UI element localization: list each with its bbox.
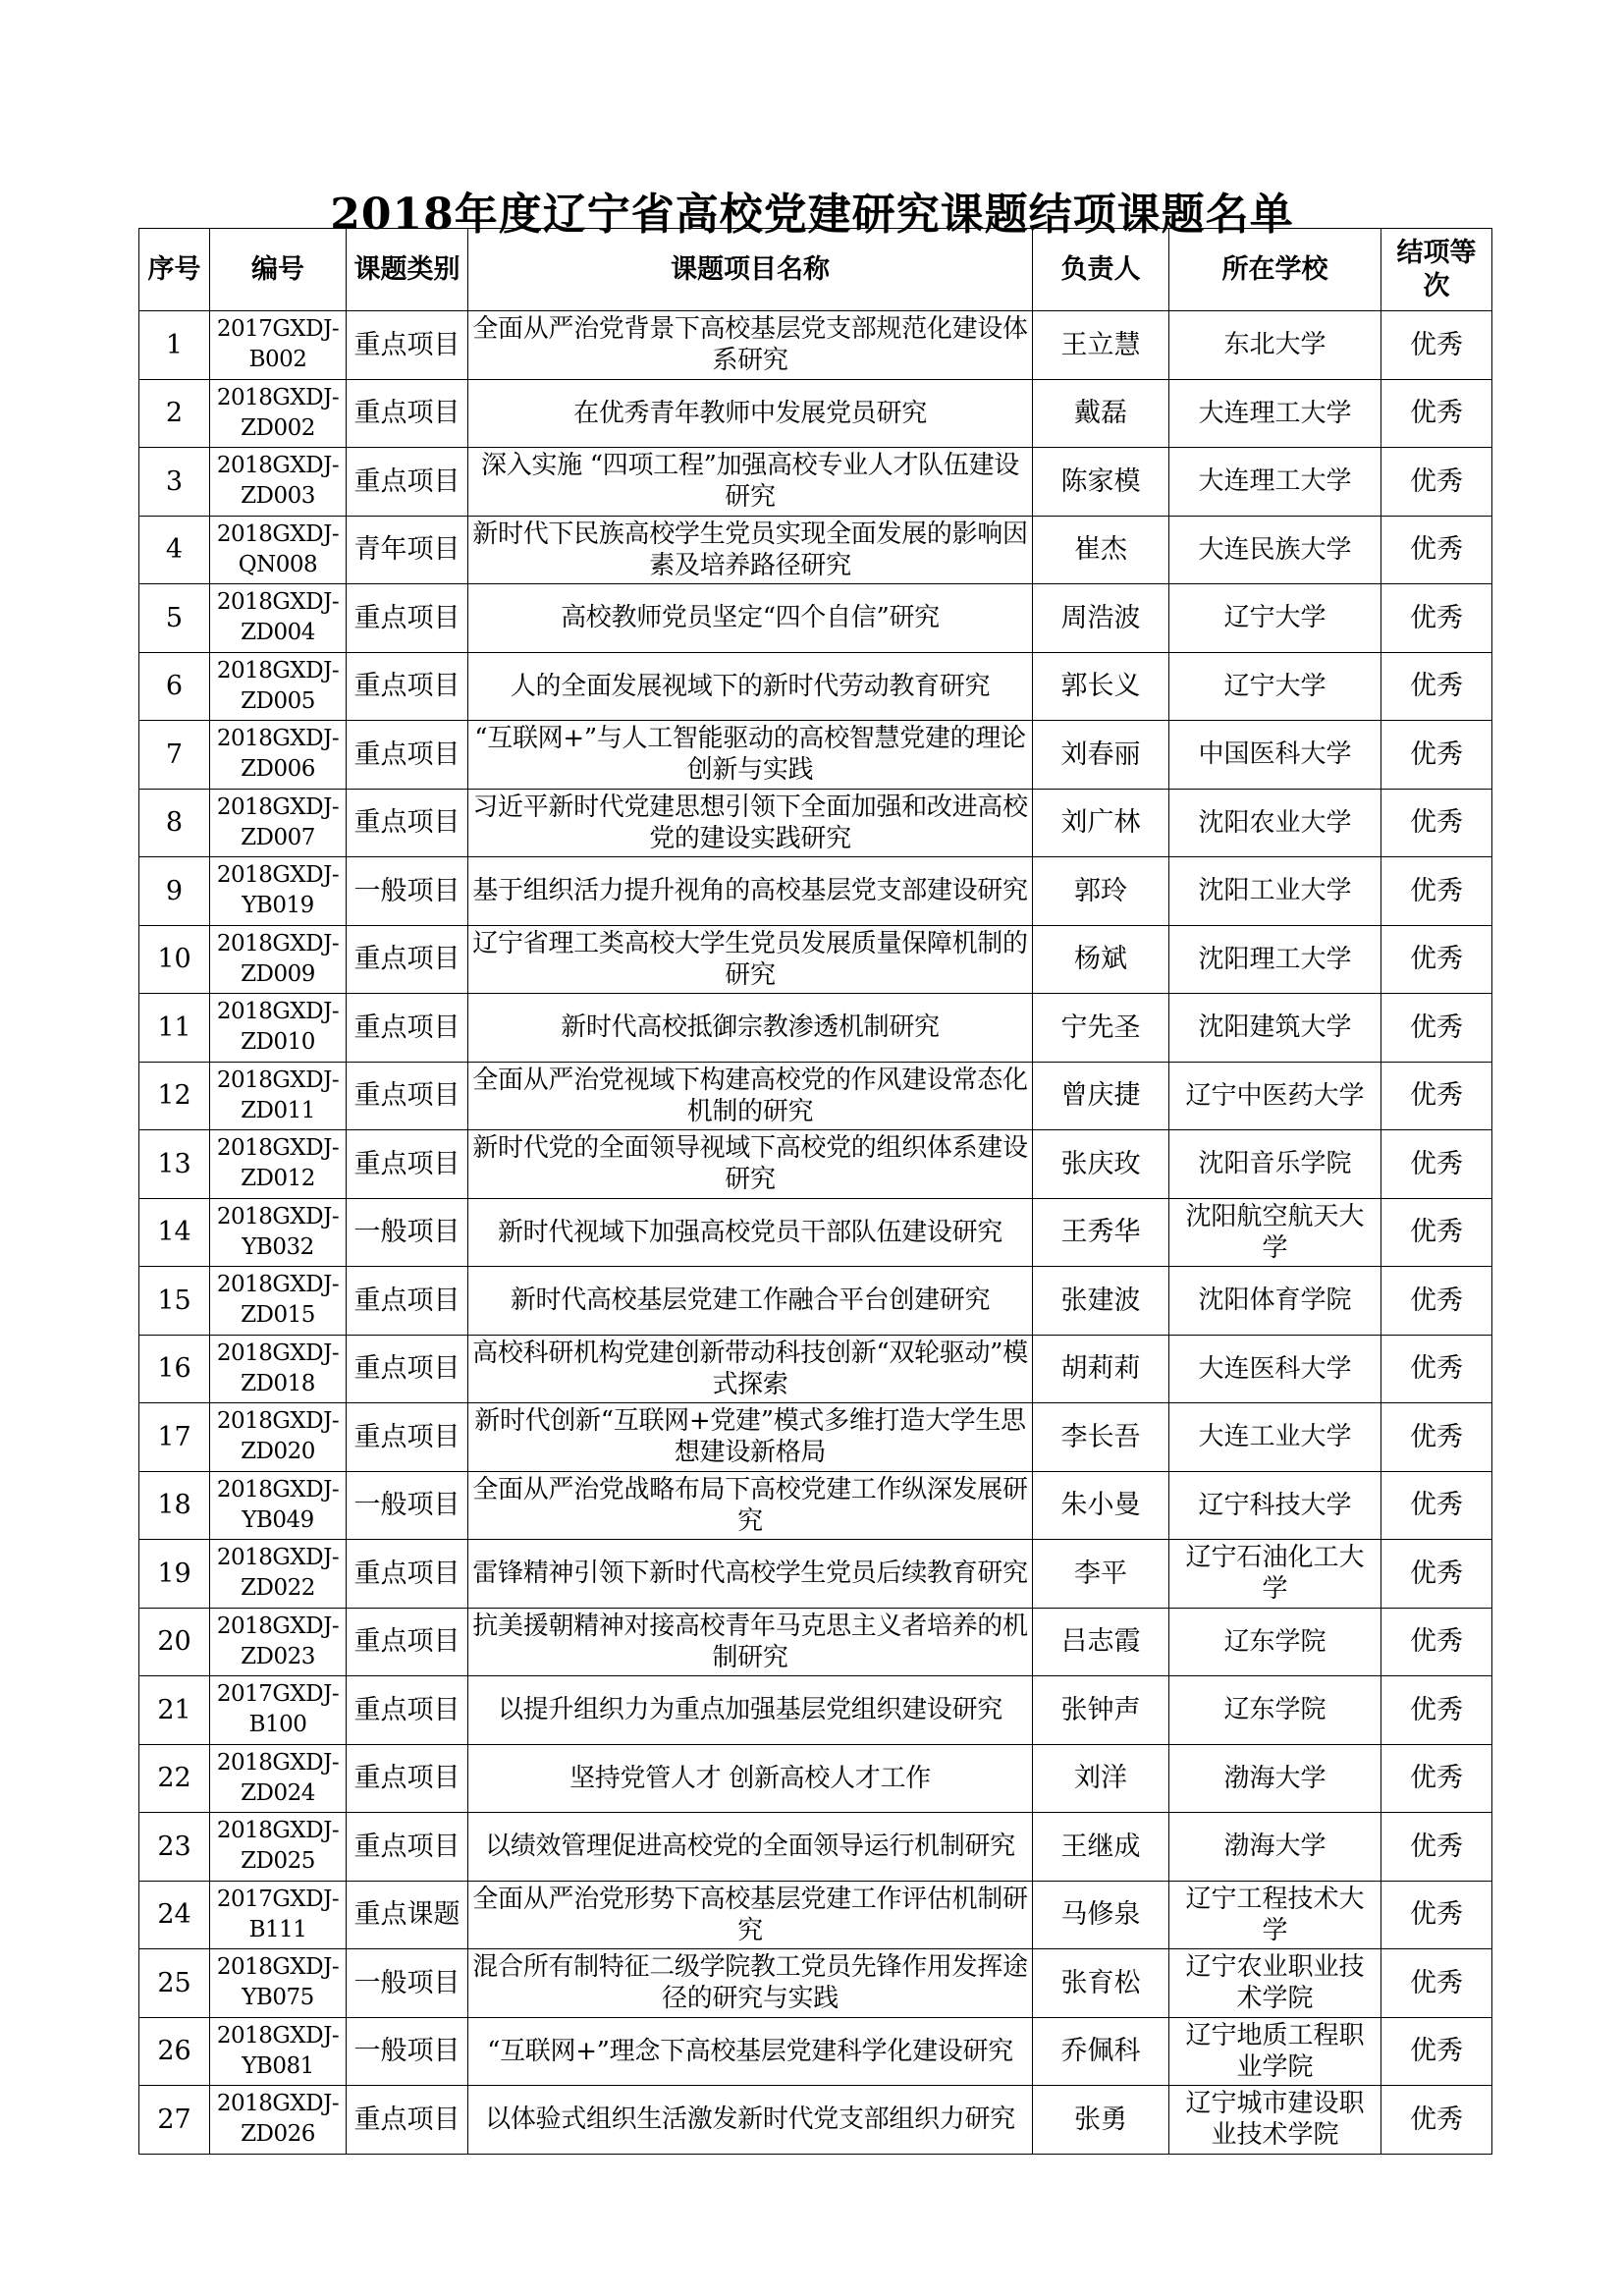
cell-category: 重点项目 xyxy=(347,1608,468,1676)
cell-leader: 刘洋 xyxy=(1033,1744,1169,1813)
cell-grade: 优秀 xyxy=(1381,2086,1492,2155)
cell-seq: 15 xyxy=(139,1267,210,1336)
table-header-row xyxy=(139,229,1492,311)
cell-grade: 优秀 xyxy=(1381,1471,1492,1540)
cell-grade: 优秀 xyxy=(1381,1540,1492,1609)
cell-project-name: 基于组织活力提升视角的高校基层党支部建设研究 xyxy=(468,857,1033,926)
cell-code: 2017GXDJ-B002 xyxy=(210,311,347,380)
cell-school: 沈阳农业大学 xyxy=(1169,789,1381,857)
cell-seq: 4 xyxy=(139,516,210,584)
cell-project-name: “互联网+”理念下高校基层党建科学化建设研究 xyxy=(468,2017,1033,2086)
cell-code: 2018GXDJ-ZD023 xyxy=(210,1608,347,1676)
cell-grade: 优秀 xyxy=(1381,1335,1492,1403)
cell-school: 辽宁地质工程职业学院 xyxy=(1169,2017,1381,2086)
cell-project-name: 混合所有制特征二级学院教工党员先锋作用发挥途径的研究与实践 xyxy=(468,1949,1033,2018)
cell-grade: 优秀 xyxy=(1381,1744,1492,1813)
cell-grade: 优秀 xyxy=(1381,2017,1492,2086)
cell-leader: 张育松 xyxy=(1033,1949,1169,2018)
cell-leader: 李平 xyxy=(1033,1540,1169,1609)
cell-seq: 6 xyxy=(139,652,210,721)
cell-category: 重点项目 xyxy=(347,1130,468,1199)
cell-project-name: 在优秀青年教师中发展党员研究 xyxy=(468,379,1033,448)
cell-school: 大连民族大学 xyxy=(1169,516,1381,584)
table-row xyxy=(139,1744,1492,1813)
cell-leader: 陈家模 xyxy=(1033,448,1169,517)
table-body xyxy=(139,311,1492,2155)
cell-seq: 5 xyxy=(139,584,210,653)
project-table xyxy=(138,228,1492,2155)
cell-code: 2018GXDJ-ZD018 xyxy=(210,1335,347,1403)
cell-project-name: 新时代高校基层党建工作融合平台创建研究 xyxy=(468,1267,1033,1336)
cell-leader: 戴磊 xyxy=(1033,379,1169,448)
cell-grade: 优秀 xyxy=(1381,1881,1492,1949)
cell-grade: 优秀 xyxy=(1381,379,1492,448)
cell-seq: 9 xyxy=(139,857,210,926)
cell-seq: 18 xyxy=(139,1471,210,1540)
cell-code: 2018GXDJ-YB075 xyxy=(210,1949,347,2018)
cell-code: 2018GXDJ-ZD002 xyxy=(210,379,347,448)
cell-seq: 24 xyxy=(139,1881,210,1949)
cell-code: 2018GXDJ-ZD020 xyxy=(210,1403,347,1472)
cell-grade: 优秀 xyxy=(1381,448,1492,517)
table-row xyxy=(139,448,1492,517)
cell-seq: 22 xyxy=(139,1744,210,1813)
cell-leader: 郭玲 xyxy=(1033,857,1169,926)
cell-category: 重点项目 xyxy=(347,379,468,448)
cell-code: 2018GXDJ-ZD015 xyxy=(210,1267,347,1336)
cell-school: 沈阳理工大学 xyxy=(1169,925,1381,994)
cell-leader: 胡莉莉 xyxy=(1033,1335,1169,1403)
cell-seq: 11 xyxy=(139,994,210,1063)
table-row xyxy=(139,1062,1492,1130)
cell-category: 重点项目 xyxy=(347,1267,468,1336)
cell-project-name: 以绩效管理促进高校党的全面领导运行机制研究 xyxy=(468,1813,1033,1882)
table-row xyxy=(139,2017,1492,2086)
cell-category: 重点项目 xyxy=(347,925,468,994)
cell-seq: 13 xyxy=(139,1130,210,1199)
cell-category: 重点项目 xyxy=(347,1813,468,1882)
table-row xyxy=(139,994,1492,1063)
cell-school: 渤海大学 xyxy=(1169,1813,1381,1882)
cell-code: 2018GXDJ-ZD026 xyxy=(210,2086,347,2155)
cell-leader: 马修泉 xyxy=(1033,1881,1169,1949)
cell-grade: 优秀 xyxy=(1381,1130,1492,1199)
header-seq: 序号 xyxy=(139,229,210,311)
cell-project-name: 全面从严治党视域下构建高校党的作风建设常态化机制的研究 xyxy=(468,1062,1033,1130)
cell-project-name: 新时代高校抵御宗教渗透机制研究 xyxy=(468,994,1033,1063)
cell-leader: 李长吾 xyxy=(1033,1403,1169,1472)
header-code: 编号 xyxy=(210,229,347,311)
cell-code: 2018GXDJ-ZD022 xyxy=(210,1540,347,1609)
cell-leader: 张勇 xyxy=(1033,2086,1169,2155)
cell-seq: 20 xyxy=(139,1608,210,1676)
page-title: 2018年度辽宁省高校党建研究课题结项课题名单 xyxy=(330,190,1294,241)
cell-category: 一般项目 xyxy=(347,1198,468,1267)
cell-school: 辽宁科技大学 xyxy=(1169,1471,1381,1540)
cell-school: 辽宁农业职业技术学院 xyxy=(1169,1949,1381,2018)
table-row xyxy=(139,857,1492,926)
cell-code: 2018GXDJ-YB081 xyxy=(210,2017,347,2086)
cell-grade: 优秀 xyxy=(1381,857,1492,926)
cell-category: 重点项目 xyxy=(347,584,468,653)
cell-category: 重点项目 xyxy=(347,789,468,857)
table-row xyxy=(139,2086,1492,2155)
table-row xyxy=(139,1540,1492,1609)
cell-grade: 优秀 xyxy=(1381,1676,1492,1745)
cell-school: 沈阳音乐学院 xyxy=(1169,1130,1381,1199)
cell-seq: 16 xyxy=(139,1335,210,1403)
cell-category: 重点项目 xyxy=(347,1676,468,1745)
cell-leader: 吕志霞 xyxy=(1033,1608,1169,1676)
table-row xyxy=(139,516,1492,584)
cell-category: 重点课题 xyxy=(347,1881,468,1949)
cell-category: 重点项目 xyxy=(347,1540,468,1609)
cell-project-name: 新时代视域下加强高校党员干部队伍建设研究 xyxy=(468,1198,1033,1267)
cell-school: 沈阳航空航天大学 xyxy=(1169,1198,1381,1267)
cell-code: 2018GXDJ-YB019 xyxy=(210,857,347,926)
cell-code: 2018GXDJ-QN008 xyxy=(210,516,347,584)
cell-category: 重点项目 xyxy=(347,1403,468,1472)
cell-grade: 优秀 xyxy=(1381,1949,1492,2018)
cell-school: 辽宁大学 xyxy=(1169,584,1381,653)
cell-project-name: 全面从严治党形势下高校基层党建工作评估机制研究 xyxy=(468,1881,1033,1949)
cell-project-name: 雷锋精神引领下新时代高校学生党员后续教育研究 xyxy=(468,1540,1033,1609)
table-row xyxy=(139,584,1492,653)
cell-leader: 刘广林 xyxy=(1033,789,1169,857)
cell-category: 重点项目 xyxy=(347,1744,468,1813)
cell-school: 辽宁石油化工大学 xyxy=(1169,1540,1381,1609)
cell-category: 重点项目 xyxy=(347,721,468,790)
cell-project-name: 新时代党的全面领导视域下高校党的组织体系建设研究 xyxy=(468,1130,1033,1199)
cell-school: 大连医科大学 xyxy=(1169,1335,1381,1403)
cell-seq: 14 xyxy=(139,1198,210,1267)
cell-category: 青年项目 xyxy=(347,516,468,584)
cell-category: 重点项目 xyxy=(347,1335,468,1403)
cell-school: 沈阳建筑大学 xyxy=(1169,994,1381,1063)
cell-leader: 乔佩科 xyxy=(1033,2017,1169,2086)
cell-project-name: “互联网+”与人工智能驱动的高校智慧党建的理论创新与实践 xyxy=(468,721,1033,790)
table-row xyxy=(139,1198,1492,1267)
header-project-name: 课题项目名称 xyxy=(468,229,1033,311)
cell-grade: 优秀 xyxy=(1381,516,1492,584)
cell-project-name: 全面从严治党战略布局下高校党建工作纵深发展研究 xyxy=(468,1471,1033,1540)
cell-grade: 优秀 xyxy=(1381,1198,1492,1267)
table-row xyxy=(139,1608,1492,1676)
cell-category: 重点项目 xyxy=(347,448,468,517)
cell-leader: 张钟声 xyxy=(1033,1676,1169,1745)
cell-project-name: 坚持党管人才 创新高校人才工作 xyxy=(468,1744,1033,1813)
cell-grade: 优秀 xyxy=(1381,652,1492,721)
cell-seq: 8 xyxy=(139,789,210,857)
cell-project-name: 高校教师党员坚定“四个自信”研究 xyxy=(468,584,1033,653)
table-row xyxy=(139,925,1492,994)
cell-category: 一般项目 xyxy=(347,1471,468,1540)
table-row xyxy=(139,1881,1492,1949)
cell-code: 2018GXDJ-ZD005 xyxy=(210,652,347,721)
cell-leader: 张建波 xyxy=(1033,1267,1169,1336)
cell-project-name: 全面从严治党背景下高校基层党支部规范化建设体系研究 xyxy=(468,311,1033,380)
cell-project-name: 辽宁省理工类高校大学生党员发展质量保障机制的研究 xyxy=(468,925,1033,994)
cell-project-name: 新时代下民族高校学生党员实现全面发展的影响因素及培养路径研究 xyxy=(468,516,1033,584)
cell-grade: 优秀 xyxy=(1381,721,1492,790)
cell-project-name: 以提升组织力为重点加强基层党组织建设研究 xyxy=(468,1676,1033,1745)
table-row xyxy=(139,789,1492,857)
cell-code: 2018GXDJ-ZD025 xyxy=(210,1813,347,1882)
cell-leader: 刘春丽 xyxy=(1033,721,1169,790)
cell-leader: 王继成 xyxy=(1033,1813,1169,1882)
cell-code: 2018GXDJ-ZD010 xyxy=(210,994,347,1063)
cell-school: 沈阳体育学院 xyxy=(1169,1267,1381,1336)
cell-school: 东北大学 xyxy=(1169,311,1381,380)
cell-grade: 优秀 xyxy=(1381,1608,1492,1676)
cell-project-name: 习近平新时代党建思想引领下全面加强和改进高校党的建设实践研究 xyxy=(468,789,1033,857)
cell-code: 2018GXDJ-YB032 xyxy=(210,1198,347,1267)
cell-project-name: 人的全面发展视域下的新时代劳动教育研究 xyxy=(468,652,1033,721)
table-row xyxy=(139,1676,1492,1745)
table-row xyxy=(139,1471,1492,1540)
cell-leader: 崔杰 xyxy=(1033,516,1169,584)
cell-leader: 杨斌 xyxy=(1033,925,1169,994)
cell-school: 辽宁大学 xyxy=(1169,652,1381,721)
cell-school: 渤海大学 xyxy=(1169,1744,1381,1813)
cell-leader: 朱小曼 xyxy=(1033,1471,1169,1540)
cell-category: 重点项目 xyxy=(347,652,468,721)
cell-grade: 优秀 xyxy=(1381,311,1492,380)
cell-leader: 王立慧 xyxy=(1033,311,1169,380)
cell-project-name: 以体验式组织生活激发新时代党支部组织力研究 xyxy=(468,2086,1033,2155)
cell-leader: 郭长义 xyxy=(1033,652,1169,721)
cell-seq: 7 xyxy=(139,721,210,790)
cell-seq: 26 xyxy=(139,2017,210,2086)
cell-seq: 21 xyxy=(139,1676,210,1745)
cell-seq: 17 xyxy=(139,1403,210,1472)
header-category: 课题类别 xyxy=(347,229,468,311)
cell-grade: 优秀 xyxy=(1381,925,1492,994)
cell-category: 重点项目 xyxy=(347,994,468,1063)
cell-code: 2017GXDJ-B100 xyxy=(210,1676,347,1745)
table-row xyxy=(139,652,1492,721)
cell-category: 重点项目 xyxy=(347,1062,468,1130)
cell-code: 2018GXDJ-ZD004 xyxy=(210,584,347,653)
header-grade: 结项等次 xyxy=(1381,229,1492,311)
cell-code: 2018GXDJ-ZD003 xyxy=(210,448,347,517)
cell-category: 重点项目 xyxy=(347,311,468,380)
cell-grade: 优秀 xyxy=(1381,1062,1492,1130)
cell-leader: 曾庆捷 xyxy=(1033,1062,1169,1130)
cell-grade: 优秀 xyxy=(1381,584,1492,653)
cell-school: 沈阳工业大学 xyxy=(1169,857,1381,926)
cell-code: 2018GXDJ-YB049 xyxy=(210,1471,347,1540)
table-row xyxy=(139,1949,1492,2018)
cell-category: 重点项目 xyxy=(347,2086,468,2155)
header-leader: 负责人 xyxy=(1033,229,1169,311)
cell-grade: 优秀 xyxy=(1381,789,1492,857)
cell-school: 辽宁城市建设职业技术学院 xyxy=(1169,2086,1381,2155)
cell-leader: 周浩波 xyxy=(1033,584,1169,653)
cell-school: 大连工业大学 xyxy=(1169,1403,1381,1472)
cell-code: 2018GXDJ-ZD011 xyxy=(210,1062,347,1130)
cell-code: 2018GXDJ-ZD009 xyxy=(210,925,347,994)
table-row xyxy=(139,311,1492,380)
cell-code: 2018GXDJ-ZD006 xyxy=(210,721,347,790)
table-row xyxy=(139,1130,1492,1199)
table-row xyxy=(139,1267,1492,1336)
cell-seq: 23 xyxy=(139,1813,210,1882)
table-row xyxy=(139,1403,1492,1472)
cell-school: 大连理工大学 xyxy=(1169,379,1381,448)
table-row xyxy=(139,1813,1492,1882)
cell-seq: 2 xyxy=(139,379,210,448)
cell-leader: 张庆玫 xyxy=(1033,1130,1169,1199)
cell-seq: 12 xyxy=(139,1062,210,1130)
header-school: 所在学校 xyxy=(1169,229,1381,311)
cell-grade: 优秀 xyxy=(1381,1403,1492,1472)
cell-grade: 优秀 xyxy=(1381,994,1492,1063)
cell-grade: 优秀 xyxy=(1381,1813,1492,1882)
cell-project-name: 新时代创新“互联网+党建”模式多维打造大学生思想建设新格局 xyxy=(468,1403,1033,1472)
cell-project-name: 深入实施 “四项工程”加强高校专业人才队伍建设研究 xyxy=(468,448,1033,517)
cell-category: 一般项目 xyxy=(347,857,468,926)
cell-category: 一般项目 xyxy=(347,2017,468,2086)
table-row xyxy=(139,379,1492,448)
cell-school: 辽宁中医药大学 xyxy=(1169,1062,1381,1130)
cell-code: 2018GXDJ-ZD007 xyxy=(210,789,347,857)
cell-grade: 优秀 xyxy=(1381,1267,1492,1336)
cell-seq: 27 xyxy=(139,2086,210,2155)
cell-code: 2018GXDJ-ZD012 xyxy=(210,1130,347,1199)
cell-school: 辽东学院 xyxy=(1169,1676,1381,1745)
cell-project-name: 抗美援朝精神对接高校青年马克思主义者培养的机制研究 xyxy=(468,1608,1033,1676)
cell-school: 大连理工大学 xyxy=(1169,448,1381,517)
cell-leader: 王秀华 xyxy=(1033,1198,1169,1267)
table-row xyxy=(139,1335,1492,1403)
cell-leader: 宁先圣 xyxy=(1033,994,1169,1063)
cell-code: 2018GXDJ-ZD024 xyxy=(210,1744,347,1813)
cell-seq: 19 xyxy=(139,1540,210,1609)
cell-seq: 25 xyxy=(139,1949,210,2018)
cell-project-name: 高校科研机构党建创新带动科技创新“双轮驱动”模式探索 xyxy=(468,1335,1033,1403)
cell-code: 2017GXDJ-B111 xyxy=(210,1881,347,1949)
cell-seq: 3 xyxy=(139,448,210,517)
table-row xyxy=(139,721,1492,790)
cell-seq: 10 xyxy=(139,925,210,994)
cell-seq: 1 xyxy=(139,311,210,380)
cell-category: 一般项目 xyxy=(347,1949,468,2018)
cell-school: 辽宁工程技术大学 xyxy=(1169,1881,1381,1949)
cell-school: 辽东学院 xyxy=(1169,1608,1381,1676)
cell-school: 中国医科大学 xyxy=(1169,721,1381,790)
